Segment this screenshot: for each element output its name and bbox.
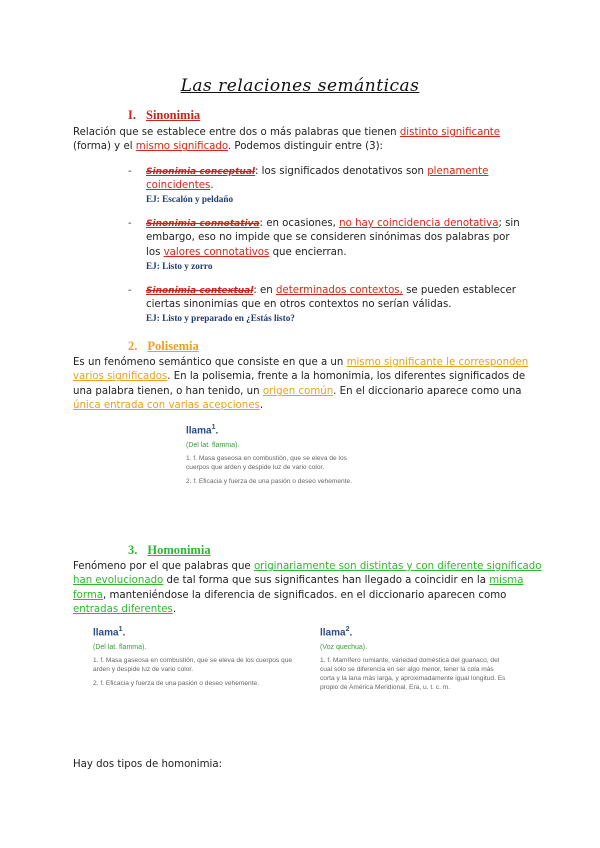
entry-word: llama$^1$. <box>186 424 219 437</box>
word-text: llama <box>186 425 212 437</box>
example-conceptual: EJ: Escalón y peldaño <box>146 194 234 204</box>
text: , manteniéndose la diferencia de significados. en el diccionario aparecen como <box>103 589 507 601</box>
sinonimia-item-connotativa <box>146 217 526 260</box>
heading-text: Sinonimia <box>146 108 201 122</box>
text: (forma) y el <box>73 141 136 153</box>
text: . <box>259 400 264 412</box>
highlight: distinto significante <box>399 127 501 138</box>
highlight: mismo significado <box>135 141 228 153</box>
entry-etymology: (Del lat. flamma). <box>186 442 240 450</box>
entry-word: llama$^1$. <box>93 626 126 639</box>
entry-definition: 2. f. Eficacia y fuerza de una pasión o deseo vehemente. <box>186 478 353 486</box>
highlight: valores connotativos <box>163 246 270 258</box>
entry-etymology: (Del lat. flamma). <box>93 644 147 652</box>
example-connotativa: EJ: Listo y zorro <box>146 261 213 271</box>
item-label: Sinonimia conceptual <box>146 167 255 177</box>
word-sup: 2 <box>345 626 350 633</box>
text: de tal forma que sus significantes han llegado a coincidir en la <box>163 575 490 587</box>
word-text: llama <box>93 627 119 639</box>
heading-text: Homonimia <box>147 543 211 557</box>
text: . En el diccionario aparece como una <box>333 385 522 397</box>
entry-definition: 1. f. Masa gaseosa en combustión, que se eleva de los cuerpos que arden y despide luz de vario color. <box>186 455 347 472</box>
item-label: Sinonimia connotativa <box>146 219 260 229</box>
highlight: entradas diferentes <box>73 604 173 616</box>
text: : los significados denotativos son <box>255 166 428 177</box>
highlight: plenamente coincidentes <box>146 166 489 192</box>
bullet-dash: - <box>128 285 132 296</box>
heading-polisemia <box>128 339 199 354</box>
heading-number: 3. <box>128 543 138 557</box>
footer-text: Hay dos tipos de homonimia: <box>73 759 223 770</box>
heading-text: Polisemia <box>147 339 199 353</box>
text: : en <box>253 285 276 296</box>
homonimia-paragraph <box>73 560 543 618</box>
highlight: misma forma <box>73 575 524 601</box>
entry-definition: 2. f. Eficacia y fuerza de una pasión o deseo vehemente. <box>93 680 260 688</box>
text: se pueden establecer ciertas sinonimias que en otros contextos no serían válidas. <box>146 285 516 311</box>
highlight: determinados contextos, <box>275 285 403 296</box>
sinonimia-item-contextual <box>146 284 526 313</box>
dictionary-entry-image <box>320 626 510 692</box>
entry-definition: 1. f. Mamífero rumiante, variedad doméstica del guanaco, del cual solo se diferencia en ser algo menor, tener la cola más corta y la lana más larga, y aproximadamente igual longitud. Es propio de América Meridional. Era, u. t. c. m. <box>320 657 506 692</box>
dictionary-entry-image <box>93 626 305 688</box>
dictionary-entry-image <box>186 424 364 486</box>
highlight: única entrada con varias acepciones <box>73 400 260 412</box>
bullet-dash: - <box>128 166 132 177</box>
sinonimia-intro <box>73 126 533 155</box>
text: que encierran. <box>269 246 347 258</box>
text: . En la polisemia, frente a la homonimia, los diferentes significados de una palabra tienen, o han tenido, un <box>73 371 526 397</box>
text: Es un fenómeno semántico que consiste en que a un <box>73 357 347 368</box>
heading-number: 2. <box>128 339 138 353</box>
entry-word: llama$^2$. <box>320 626 353 639</box>
heading-homonimia <box>128 543 211 558</box>
word-text: llama <box>320 627 346 639</box>
text: ; sin embargo, eso no impide que se consideren sinónimas dos palabras por los <box>146 218 520 258</box>
text: . <box>172 604 177 616</box>
word-sup: 1 <box>211 424 216 431</box>
text: : en ocasiones, <box>259 218 340 229</box>
text: Relación que se establece entre dos o más palabras que tienen <box>73 127 400 138</box>
highlight: mismo significante le corresponden varios significados <box>73 357 529 383</box>
text: Fenómeno por el que palabras que <box>73 561 254 572</box>
highlight: origen común <box>262 385 334 397</box>
entry-definition: 1. f. Masa gaseosa en combustión, que se eleva de los cuerpos que arden y despide luz de vario color. <box>93 657 293 674</box>
heading-number: I. <box>128 108 136 122</box>
sinonimia-item-conceptual <box>146 165 516 194</box>
text: . Podemos distinguir entre (3): <box>227 141 383 153</box>
highlight: originariamente son distintas y con diferente significado han evolucionado <box>73 561 542 587</box>
item-label: Sinonimia contextual <box>146 286 254 296</box>
example-contextual: EJ: Listo y preparado en ¿Estás listo? <box>146 313 295 323</box>
polisemia-paragraph <box>73 356 543 414</box>
word-sup: 1 <box>118 626 123 633</box>
highlight: no hay coincidencia denotativa <box>339 218 499 229</box>
text: . <box>210 180 214 192</box>
bullet-dash: - <box>128 218 132 229</box>
document-title: Las relaciones semánticas <box>180 76 420 96</box>
heading-sinonimia <box>128 108 200 123</box>
entry-etymology: (Voz quechua). <box>320 644 368 652</box>
